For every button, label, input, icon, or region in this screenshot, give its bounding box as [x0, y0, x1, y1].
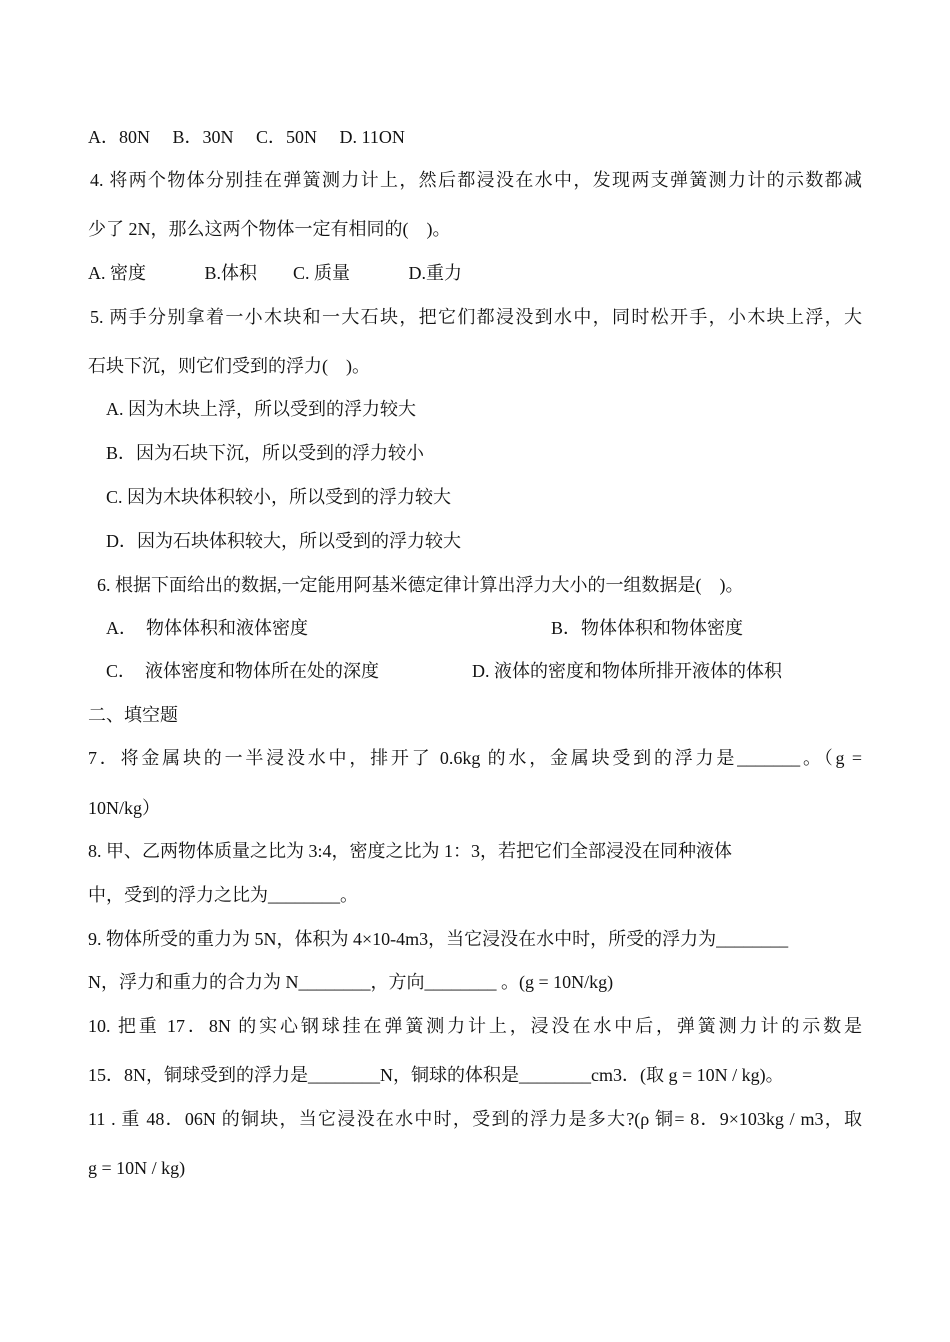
- q11-text-line1: 11 . 重 48．06N 的铜块，当它浸没在水中时，受到的浮力是多大?(ρ 铜= 8．9×103kg / m3，取: [88, 1109, 862, 1129]
- q6-text: 6. 根据下面给出的数据,一定能用阿基米德定律计算出浮力大小的一组数据是( )。: [97, 575, 744, 595]
- q6-option-d: D. 液体的密度和物体所排开液体的体积: [472, 661, 782, 681]
- q10-text-line2: 15．8N，铜球受到的浮力是________N，铜球的体积是________cm3．(取 g = 10N / kg)。: [88, 1065, 784, 1085]
- q6-option-a: A． 物体体积和液体密度: [106, 618, 308, 638]
- q4-text-line2: 少了 2N，那么这两个物体一定有相同的( )。: [88, 219, 451, 239]
- q5-option-b: B．因为石块下沉，所以受到的浮力较小: [106, 443, 425, 463]
- q5-option-d: D．因为石块体积较大，所以受到的浮力较大: [106, 531, 461, 551]
- q3-options: A．80N B．30N C．50N D. 11ON: [88, 127, 405, 147]
- q4-options: A. 密度 B.体积 C. 质量 D.重力: [88, 263, 463, 283]
- q11-text-line2: g = 10N / kg): [88, 1158, 186, 1178]
- q6-option-c: C． 液体密度和物体所在处的深度: [106, 661, 380, 681]
- q9-text-line1: 9. 物体所受的重力为 5N，体积为 4×10-4m3，当它浸没在水中时，所受的浮力为________: [88, 929, 789, 949]
- q8-text-line2: 中，受到的浮力之比为________。: [88, 885, 358, 905]
- q5-option-a: A. 因为木块上浮，所以受到的浮力较大: [106, 399, 416, 419]
- q8-text-line1: 8. 甲、乙两物体质量之比为 3:4，密度之比为 1：3，若把它们全部浸没在同种液体: [88, 841, 732, 861]
- q5-text-line2: 石块下沉，则它们受到的浮力( )。: [88, 356, 370, 376]
- q10-text-line1: 10. 把重 17．8N 的实心钢球挂在弹簧测力计上，浸没在水中后，弹簧测力计的示数是: [88, 1016, 862, 1036]
- q5-option-c: C. 因为木块体积较小，所以受到的浮力较大: [106, 487, 452, 507]
- q5-text-line1: 5. 两手分别拿着一小木块和一大石块，把它们都浸没到水中，同时松开手，小木块上浮，大: [90, 307, 862, 327]
- section2-title: 二、填空题: [88, 705, 178, 725]
- q7-text-line2: 10N/kg）: [88, 798, 160, 818]
- q6-option-b: B．物体体积和物体密度: [551, 618, 744, 638]
- q7-text-line1: 7．将金属块的一半浸没水中，排开了 0.6kg 的水，金属块受到的浮力是_______。（g =: [88, 748, 862, 768]
- q4-text-line1: 4. 将两个物体分别挂在弹簧测力计上，然后都浸没在水中，发现两支弹簧测力计的示数都减: [90, 170, 862, 190]
- q9-text-line2: N，浮力和重力的合力为 N________，方向________ 。(g = 10N/kg): [88, 972, 614, 992]
